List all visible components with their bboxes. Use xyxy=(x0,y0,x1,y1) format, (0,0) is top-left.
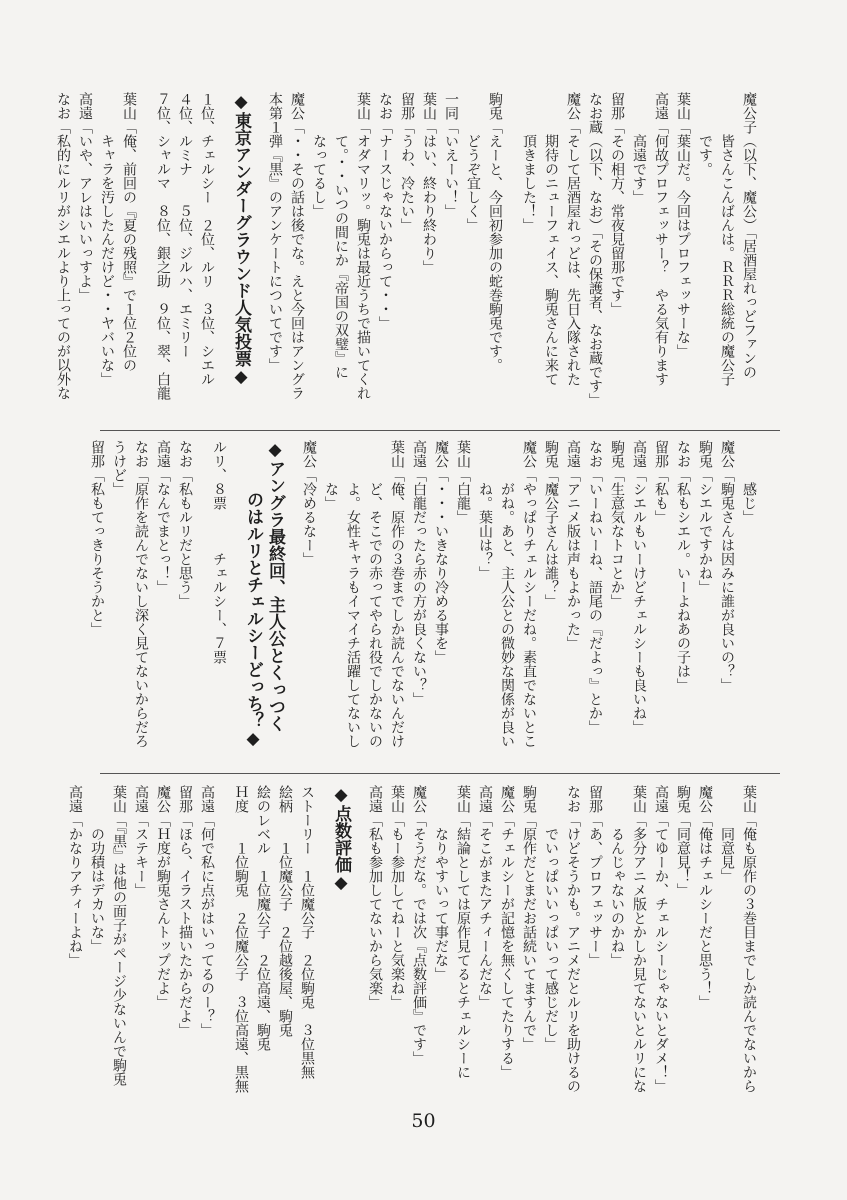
dialogue-line: 高遠「ステキー」 xyxy=(133,785,149,897)
section-heading: ◆アングラ最終回、主人公とくっつく xyxy=(265,440,285,732)
dialogue-line: です。 xyxy=(697,134,713,176)
dialogue-line: 魔公「駒兎さんは因みに誰が良いの？」 xyxy=(719,440,735,692)
dialogue-line: 高遠「かなりアチィーよね」 xyxy=(67,785,83,967)
dialogue-line: なお「いーねいーね、語尾の『だよっ』とか」 xyxy=(587,440,603,734)
dialogue-line: ど、そこでの赤ってやられ役でしかないの xyxy=(367,482,383,748)
dialogue-line: 駒兎「シエルですかね」 xyxy=(697,440,713,594)
dialogue-line: 葉山「オダマリッ。駒兎は最近うちで描いてくれ xyxy=(355,92,371,400)
dialogue-line: なってるし」 xyxy=(311,134,327,218)
page-number: 50 xyxy=(411,1110,436,1132)
dialogue-line: でいっぱいいっぱいって感じだし」 xyxy=(543,827,559,1051)
dialogue-line: 本第１弾『黒』のアンケートについてです」 xyxy=(267,92,283,372)
dialogue-line: 留那「私もてっきりそうかと」 xyxy=(89,440,105,636)
dialogue-line: 葉山「俺も原作の３巻目までしか読んでないから xyxy=(741,785,757,1093)
column-gap xyxy=(218,92,230,422)
dialogue-line: 留那「私も」 xyxy=(653,440,669,524)
dialogue-line: 絵のレベル １位魔公子 ２位高遠、駒兎 xyxy=(255,785,271,1051)
dialogue-line: 期待のニューフェイス、駒兎さんに来て xyxy=(543,134,559,386)
dialogue-line: ７位、シャルマ ８位、銀之助 ９位、翠、白龍 xyxy=(155,92,171,400)
dialogue-line: がね。あと、主人公との微妙な関係が良い xyxy=(499,482,515,748)
dialogue-line: 魔公「チェルシーが記憶を無くしてたりする」 xyxy=(499,785,515,1079)
dialogue-line: 葉山「白龍」 xyxy=(455,440,471,524)
dialogue-line: 感じ」 xyxy=(741,482,757,524)
section-heading: ◆東京アンダーグラウンド人気投票◆ xyxy=(231,92,251,387)
dialogue-line: 駒兎「生意気なトコとか」 xyxy=(609,440,625,608)
dialogue-line: 留那「あ、プロフェッサー」 xyxy=(587,785,603,967)
dialogue-line: 同意見」 xyxy=(719,827,735,883)
column-gap xyxy=(318,785,330,1105)
dialogue-line: なお「私的にルリがシエルより上ってのが以外な xyxy=(55,92,71,400)
dialogue-line: 高遠「そこがまたアチィーんだな」 xyxy=(477,785,493,1009)
section-divider xyxy=(100,773,780,774)
dialogue-line: 葉山「結論としては原作見てるとチェルシーに xyxy=(455,785,471,1079)
dialogue-line: 高遠「シエルもいーけどチェルシーも良いね」 xyxy=(631,440,647,734)
dialogue-line: 葉山「葉山だ。今回はプロフェッサーな」 xyxy=(675,92,691,358)
dialogue-line: 留那「うわ、冷たい」 xyxy=(399,92,415,232)
dialogue-line: 高遠「私も参加してないから気楽」 xyxy=(367,785,383,1009)
dialogue-line: 魔公「俺はチェルシーだと思う！」 xyxy=(697,785,713,1009)
dialogue-line: 高遠「何で私に点がはいってるのー？」 xyxy=(199,785,215,1037)
dialogue-line: 高遠「アニメ版は声もよかった」 xyxy=(565,440,581,650)
dialogue-section-intro xyxy=(55,92,760,422)
dialogue-line: １位、チェルシー ２位、ルリ ３位、シエル xyxy=(199,92,215,386)
dialogue-section-scores xyxy=(67,785,760,1105)
dialogue-line: の功積はデカいな」 xyxy=(89,827,105,953)
dialogue-line: ストーリー １位魔公子 ２位駒兎 ３位黒無 xyxy=(299,785,315,1079)
column-gap xyxy=(218,785,230,1105)
dialogue-line: 葉山「多分アニメ版とかしか見てないとルリにな xyxy=(631,785,647,1093)
dialogue-line: なお「けどそうかも。アニメだとルリを助けるの xyxy=(565,785,581,1093)
section-divider xyxy=(100,430,780,431)
column-gap xyxy=(252,92,264,422)
dialogue-line: 魔公子（以下、魔公）「居酒屋れっどファンの xyxy=(741,92,757,379)
dialogue-line: ルリ、８票 チェルシー、７票 xyxy=(211,440,227,664)
dialogue-line: キャラを汚したんだけど・・ヤバいな」 xyxy=(99,134,115,386)
dialogue-line: 高遠です」 xyxy=(631,134,647,204)
column-gap xyxy=(140,92,152,422)
dialogue-section-favorites xyxy=(89,440,760,768)
dialogue-line: 葉山「俺、前回の『夏の残照』で１位２位の xyxy=(121,92,137,372)
dialogue-line: ね。葉山は？」 xyxy=(477,482,493,580)
dialogue-line: 魔公「やっぱりチェルシーだね。素直でないとこ xyxy=(521,440,537,748)
dialogue-line: 魔公「・・その話は後でな。えと今回はアングラ xyxy=(289,92,305,400)
column-gap xyxy=(506,92,518,422)
dialogue-line: なお「私もルリだと思う」 xyxy=(177,440,193,608)
dialogue-line: 葉山「『黒』は他の面子がページ少ないんで駒兎 xyxy=(111,785,127,1086)
dialogue-line: 高遠「白龍だったら赤の方が良くない？」 xyxy=(411,440,427,706)
dialogue-line: 絵柄 １位魔公子 ２位越後屋、駒兎 xyxy=(277,785,293,1037)
dialogue-line: Ｈ度 １位駒兎 ２位魔公子 ３位高遠、黒無 xyxy=(233,785,249,1093)
dialogue-line: 魔公「Ｈ度が駒兎さんトップだよ」 xyxy=(155,785,171,1009)
dialogue-line: 高遠「いや、アレはいいっすよ」 xyxy=(77,92,93,302)
column-gap xyxy=(196,440,208,768)
dialogue-line: 頂きました！」 xyxy=(521,134,537,232)
dialogue-line: なりやすいって事だな」 xyxy=(433,827,449,981)
dialogue-line: 留那「その相方、常夜見留那です」 xyxy=(609,92,625,316)
dialogue-line: な」 xyxy=(323,482,339,510)
dialogue-line: どうぞ宜しく」 xyxy=(465,134,481,232)
dialogue-line: 駒兎「魔公子さんは誰？」 xyxy=(543,440,559,608)
dialogue-line: 魔公「そして居酒屋れっどは、先日入隊された xyxy=(565,92,581,386)
dialogue-line: 駒兎「えーと、今回初参加の蛇巻駒兎です。 xyxy=(487,92,503,372)
column-gap xyxy=(352,785,364,1105)
dialogue-line: て。・・いつの間にか『帝国の双璧』に xyxy=(333,134,349,379)
dialogue-line: 魔公「冷めるなー」 xyxy=(301,440,317,566)
dialogue-line: 駒兎「原作だとまだお話続いてますんで」 xyxy=(521,785,537,1051)
dialogue-line: 魔公「・・・いきなり冷める事を」 xyxy=(433,440,449,664)
dialogue-line: なお蔵（以下、なお）「その保護者、なお蔵です」 xyxy=(587,92,603,407)
dialogue-line: うけど」 xyxy=(111,440,127,496)
dialogue-line: なお「原作を読んでないし深く見てないからだろ xyxy=(133,440,149,748)
dialogue-line: 葉山「はい、終わり終わり」 xyxy=(421,92,437,274)
dialogue-line: 留那「ほら、イラスト描いたからだよ」 xyxy=(177,785,193,1037)
dialogue-line: よ。女性キャラもイマイチ活躍してないし xyxy=(345,482,361,748)
dialogue-line: 高遠「何故プロフェッサー？ やる気有ります xyxy=(653,92,669,386)
column-gap xyxy=(230,440,242,768)
dialogue-line: 皆さんこんばんは。ＲＲＲ総統の魔公子 xyxy=(719,134,735,386)
section-heading: ◆点数評価◆ xyxy=(331,785,351,893)
dialogue-line: 魔公「そうだな。では次『点数評価』です」 xyxy=(411,785,427,1065)
dialogue-line: 高遠「てゆーか、チェルシーじゃないとダメ！」 xyxy=(653,785,669,1093)
dialogue-line: 一同「いえーい！」 xyxy=(443,92,459,218)
column-gap xyxy=(286,440,298,768)
dialogue-line: なお「私もシエル。いーよねあの子は」 xyxy=(675,440,691,692)
section-heading: のはルリとチェルシーどっち？◆ xyxy=(243,491,263,749)
dialogue-line: ４位、ルミナ ５位、ジルハ、エミリー xyxy=(177,92,193,358)
dialogue-line: なお「ナースじゃないからって・・」 xyxy=(377,92,393,330)
dialogue-line: 高遠「なんでまとっ！」 xyxy=(155,440,171,594)
dialogue-line: 駒兎「同意見！」 xyxy=(675,785,691,897)
dialogue-line: 葉山「もー参加してねーと気楽ね」 xyxy=(389,785,405,1009)
dialogue-line: るんじゃないのかね」 xyxy=(609,827,625,967)
dialogue-line: 葉山「俺、原作の３巻までしか読んでないんだけ xyxy=(389,440,405,748)
